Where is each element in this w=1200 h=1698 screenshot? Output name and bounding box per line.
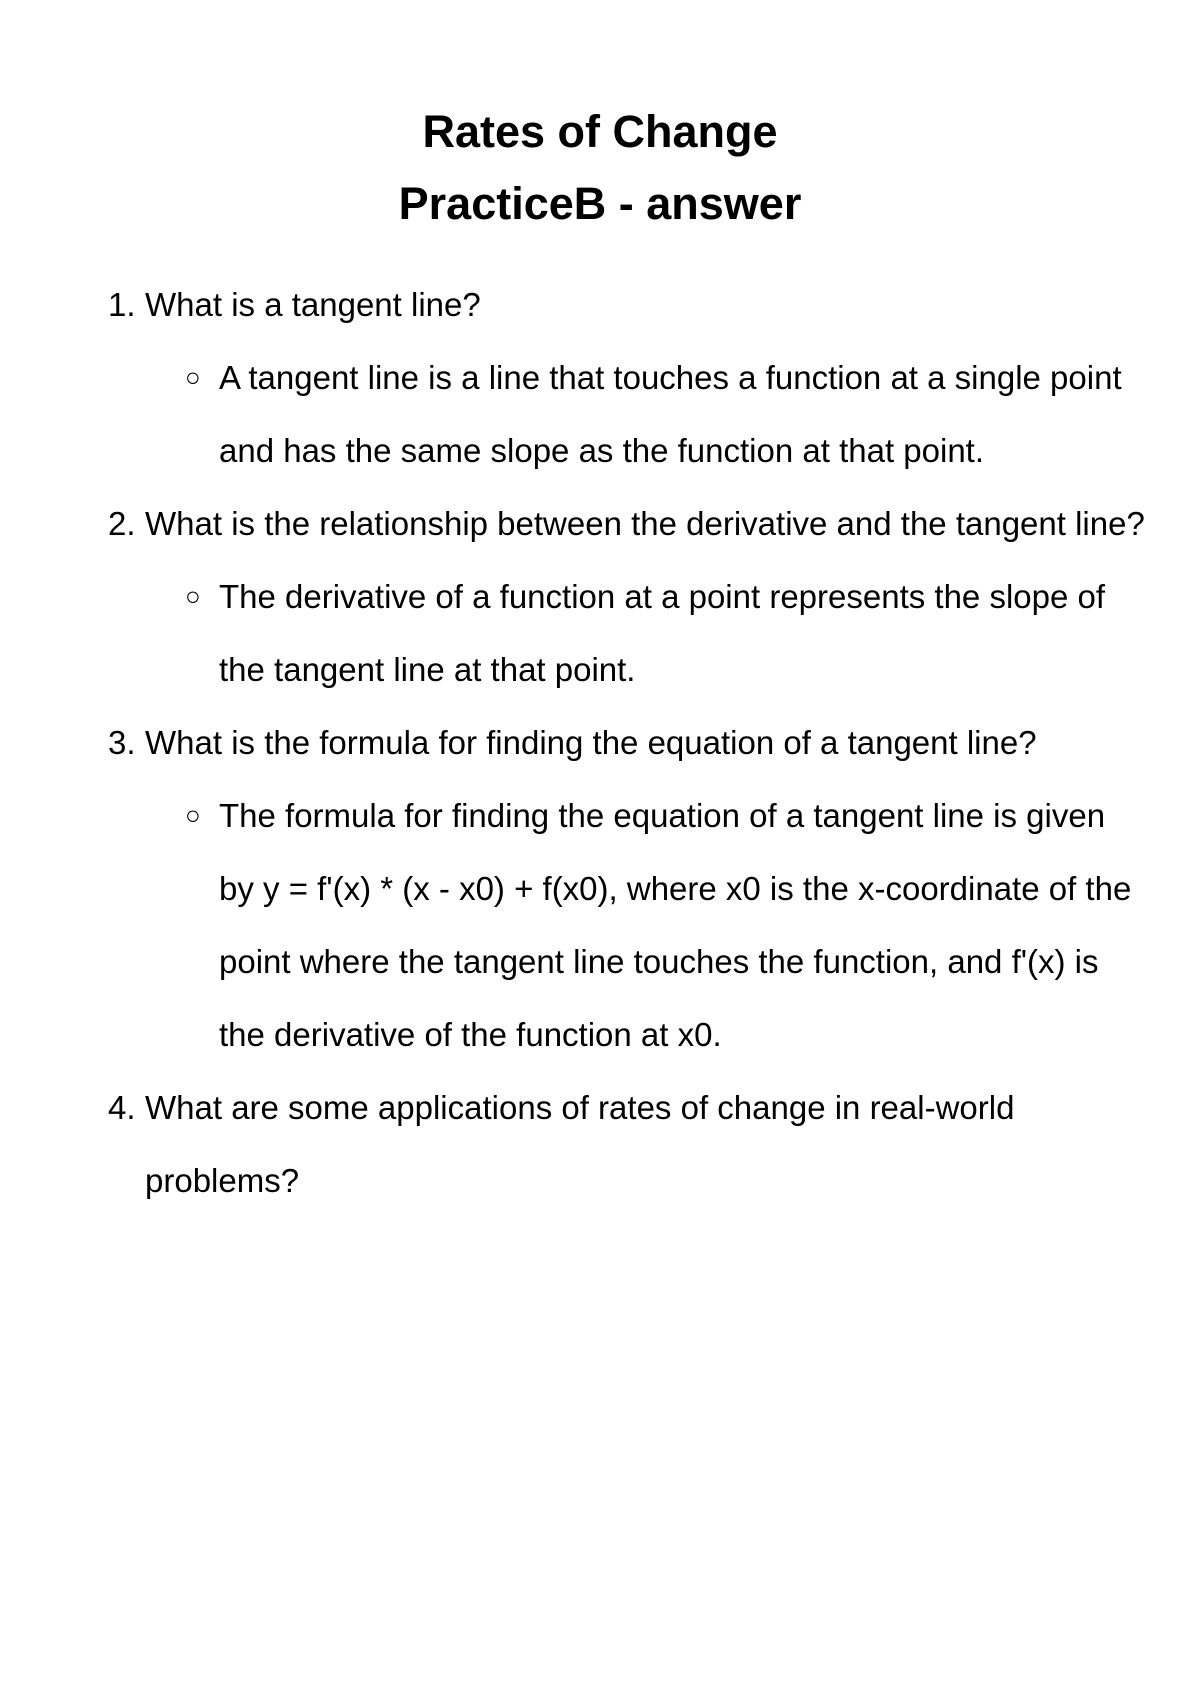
title-line-2: PracticeB - answer — [398, 178, 802, 229]
question-2 — [108, 487, 1148, 560]
question-1 — [108, 268, 1148, 341]
hollow-circle-bullet-icon: ○ — [185, 581, 201, 611]
question-number: 2. — [108, 505, 136, 542]
question-list — [108, 268, 1148, 1217]
hollow-circle-bullet-icon: ○ — [185, 800, 201, 830]
question-4 — [108, 1071, 1148, 1217]
question-text: What is the relationship between the derivative and the tangent line? — [145, 505, 1145, 542]
question-text: What is a tangent line? — [145, 286, 481, 323]
title-line-1: Rates of Change — [422, 106, 778, 157]
answer-text: The formula for finding the equation of a tangent line is given by y = f'(x) * (x - x0) + f(x0), where x0 is the x-coordinate of the point where the tangent line touches the function, and f'(x) is the derivative of the function at x0. — [219, 797, 1132, 1053]
question-3 — [108, 706, 1148, 779]
question-text: What is the formula for finding the equation of a tangent line? — [145, 724, 1037, 761]
answer-3 — [108, 779, 1149, 1071]
document-title — [0, 96, 1200, 240]
answer-text: A tangent line is a line that touches a function at a single point and has the same slope as the function at that point. — [219, 359, 1122, 469]
answer-2 — [108, 560, 1149, 706]
question-number: 4. — [108, 1089, 136, 1126]
hollow-circle-bullet-icon: ○ — [185, 362, 201, 392]
answer-1 — [108, 341, 1149, 487]
answer-text: The derivative of a function at a point represents the slope of the tangent line at that point. — [219, 578, 1106, 688]
question-number: 3. — [108, 724, 136, 761]
question-text: What are some applications of rates of change in real-world problems? — [145, 1089, 1015, 1199]
question-number: 1. — [108, 286, 136, 323]
